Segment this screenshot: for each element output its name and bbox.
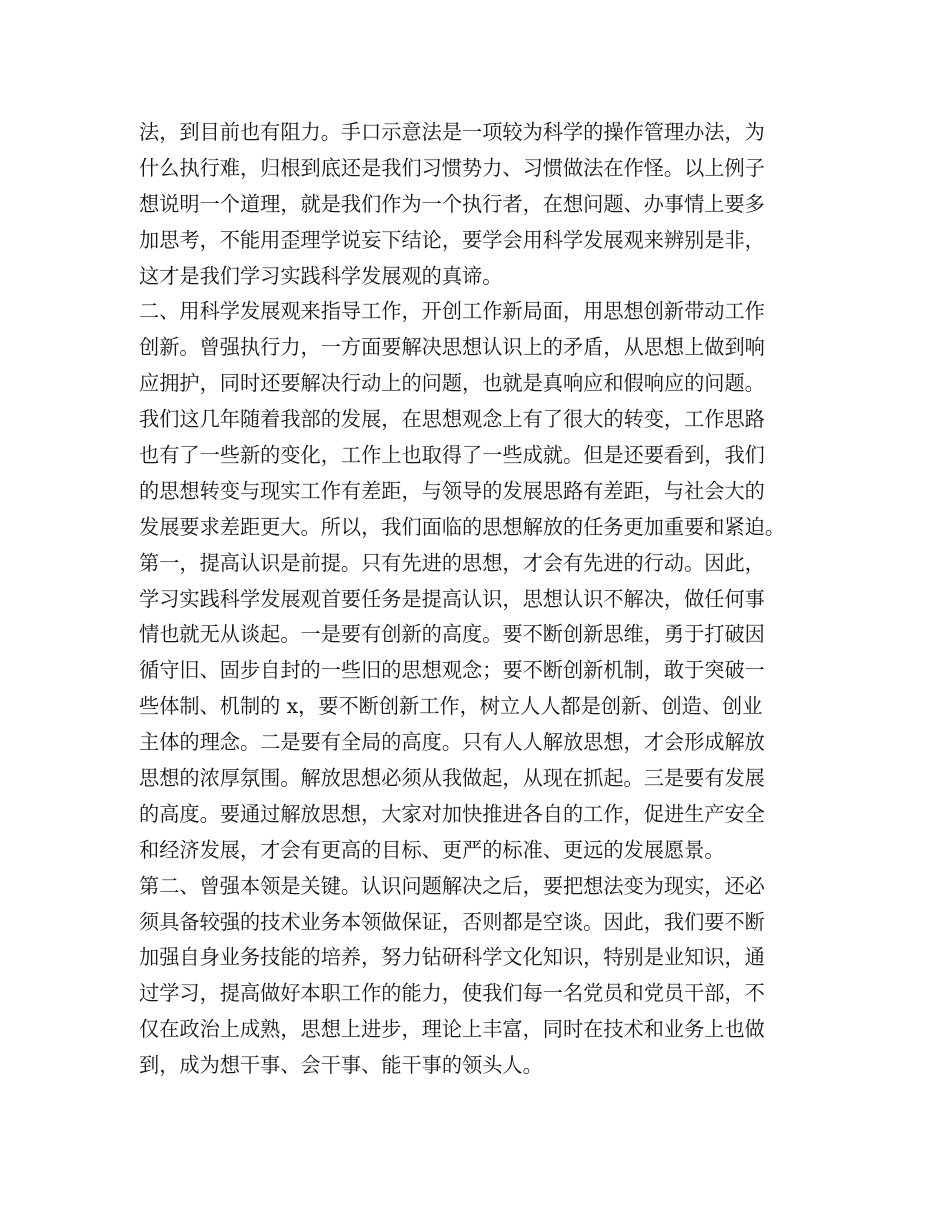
text-line: 须具备较强的技术业务本领做保证，否则都是空谈。因此，我们要不断 bbox=[139, 909, 765, 934]
text-line: 第一，提高认识是前提。只有先进的思想，才会有先进的行动。因此， bbox=[139, 550, 765, 575]
text-line: 第二、曾强本领是关键。认识问题解决之后，要把想法变为现实，还必 bbox=[139, 873, 765, 898]
text-line: 我们这几年随着我部的发展，在思想观念上有了很大的转变，工作思路 bbox=[139, 407, 765, 432]
text-line: 加强自身业务技能的培养，努力钻研科学文化知识，特别是业知识，通 bbox=[139, 945, 765, 970]
text-line: 些体制、机制的 x，要不断创新工作，树立人人都是创新、创造、创业 bbox=[139, 694, 763, 719]
text-line: 情也就无从谈起。一是要有创新的高度。要不断创新思维，勇于打破因 bbox=[139, 622, 765, 647]
text-line: 想说明一个道理，就是我们作为一个执行者，在想问题、办事情上要多 bbox=[139, 191, 765, 216]
text-line: 法，到目前也有阻力。手口示意法是一项较为科学的操作管理办法，为 bbox=[139, 120, 765, 144]
text-line: 循守旧、固步自封的一些旧的思想观念；要不断创新机制，敢于突破一 bbox=[139, 658, 765, 683]
text-line: 也有了一些新的变化，工作上也取得了一些成就。但是还要看到，我们 bbox=[139, 443, 765, 468]
text-line: 这才是我们学习实践科学发展观的真谛。 bbox=[139, 263, 503, 288]
text-line: 主体的理念。二是要有全局的高度。只有人人解放思想，才会形成解放 bbox=[139, 730, 765, 755]
text-line: 的高度。要通过解放思想，大家对加快推进各自的工作，促进生产安全 bbox=[139, 801, 765, 826]
text-line: 仅在政治上成熟，思想上进步，理论上丰富，同时在技术和业务上也做 bbox=[139, 1017, 765, 1042]
text-line: 应拥护，同时还要解决行动上的问题，也就是真响应和假响应的问题。 bbox=[139, 371, 765, 396]
text-line: 思想的浓厚氛围。解放思想必须从我做起，从现在抓起。三是要有发展 bbox=[139, 766, 765, 791]
text-line: 过学习，提高做好本职工作的能力，使我们每一名党员和党员干部，不 bbox=[139, 981, 765, 1006]
text-line: 发展要求差距更大。所以，我们面临的思想解放的任务更加重要和紧迫。 bbox=[139, 514, 786, 539]
text-line: 学习实践科学发展观首要任务是提高认识，思想认识不解决，做任何事 bbox=[139, 586, 765, 611]
text-line: 什么执行难，归根到底还是我们习惯势力、习惯做法在作怪。以上例子 bbox=[139, 155, 765, 180]
text-line: 和经济发展，才会有更高的目标、更严的标准、更远的发展愿景。 bbox=[139, 837, 725, 862]
body-text bbox=[139, 115, 839, 1084]
text-line: 的思想转变与现实工作有差距，与领导的发展思路有差距，与社会大的 bbox=[139, 478, 765, 503]
text-line: 加思考，不能用歪理学说妄下结论，要学会用科学发展观来辨别是非， bbox=[139, 227, 765, 252]
text-line: 二、用科学发展观来指导工作，开创工作新局面，用思想创新带动工作 bbox=[139, 299, 765, 324]
text-line: 到，成为想干事、会干事、能干事的领头人。 bbox=[139, 1053, 543, 1078]
text-line: 创新。曾强执行力，一方面要解决思想认识上的矛盾，从思想上做到响 bbox=[139, 335, 765, 360]
